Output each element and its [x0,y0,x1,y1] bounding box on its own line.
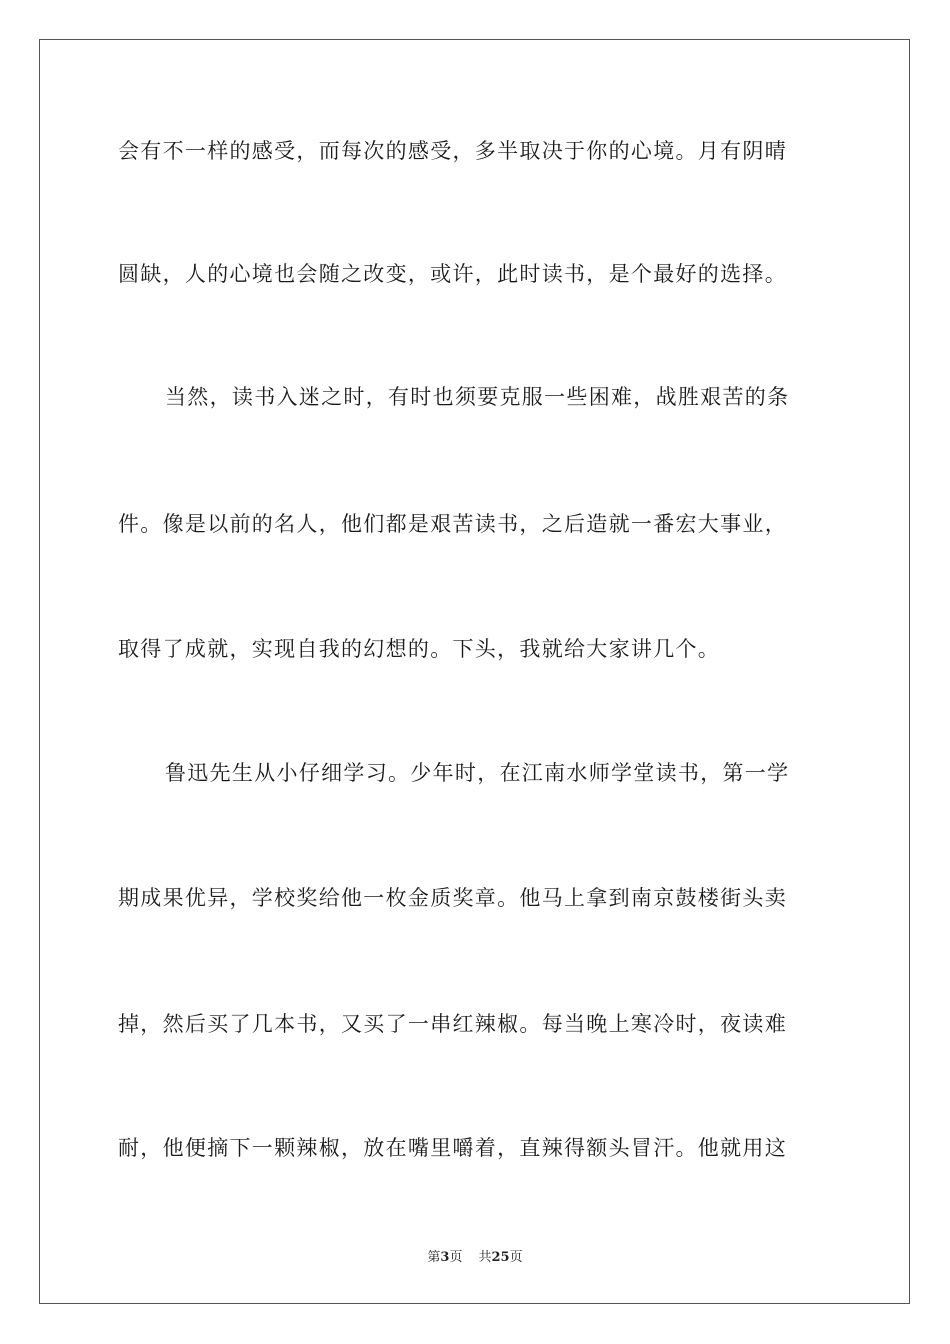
paragraph-start-line: 鲁迅先生从小仔细学习。少年时，在江南水师学堂读书，第一学 [165,761,790,785]
current-page-number: 3 [440,1250,450,1265]
text-line: 期成果优异，学校奖给他一枚金质奖章。他马上拿到南京鼓楼街头卖 [118,886,787,910]
page-border [39,39,910,1304]
total-prefix: 共 [478,1250,492,1265]
text-line: 会有不一样的感受，而每次的感受，多半取决于你的心境。月有阴晴 [118,139,787,163]
text-line: 件。像是以前的名人，他们都是艰苦读书，之后造就一番宏大事业， [118,512,787,536]
paragraph-start-line: 当然，读书入迷之时，有时也须要克服一些困难，战胜艰苦的条 [165,385,790,409]
text-line: 掉，然后买了几本书，又买了一串红辣椒。每当晚上寒冷时，夜读难 [118,1012,787,1036]
page-footer [0,1246,950,1265]
total-pages-number: 25 [491,1250,510,1265]
page-prefix: 第 [427,1250,441,1265]
text-line: 圆缺，人的心境也会随之改变，或许，此时读书，是个最好的选择。 [118,262,787,286]
text-line: 耐，他便摘下一颗辣椒，放在嘴里嚼着，直辣得额头冒汗。他就用这 [118,1136,787,1160]
total-suffix: 页 [509,1250,523,1265]
page-suffix: 页 [449,1250,463,1265]
text-line: 取得了成就，实现自我的幻想的。下头，我就给大家讲几个。 [118,637,721,661]
